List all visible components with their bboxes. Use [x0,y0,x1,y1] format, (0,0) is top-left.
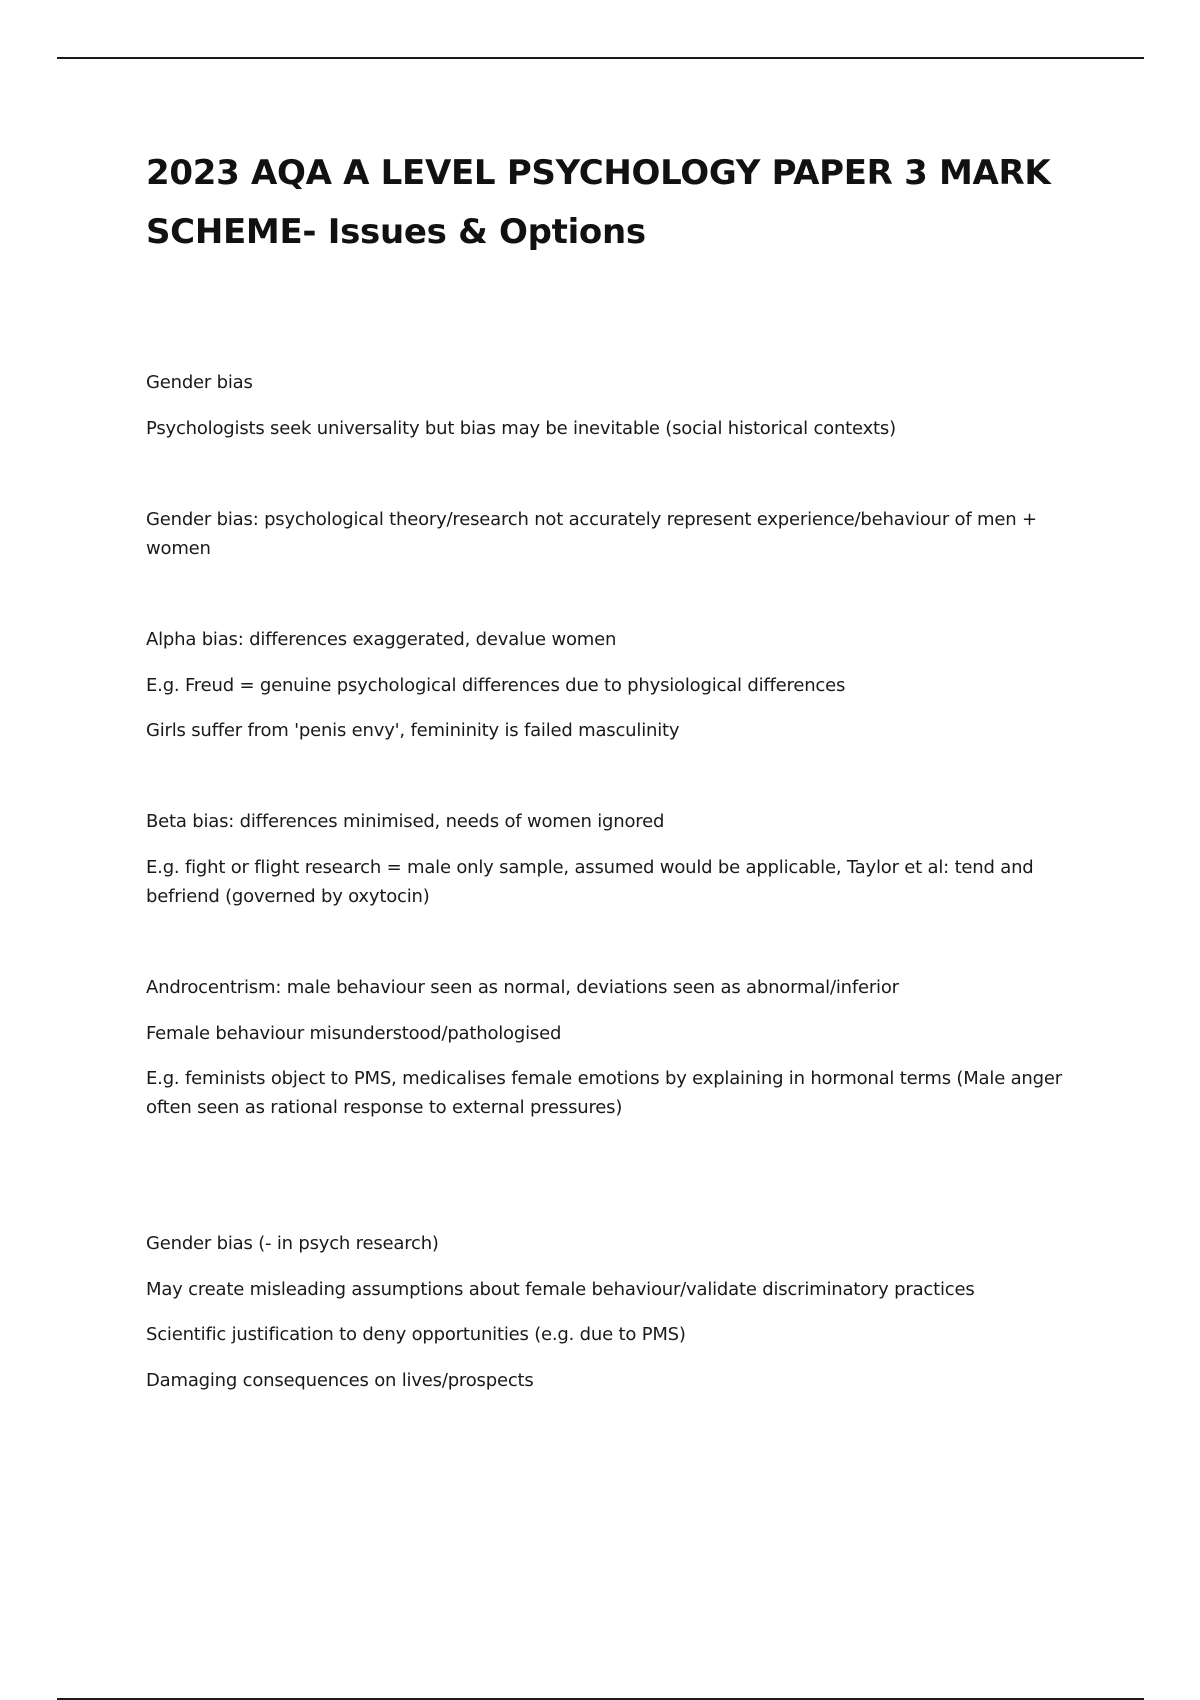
text-line: May create misleading assumptions about female behaviour/validate discriminatory practices [146,1279,975,1300]
text-line: Scientific justification to deny opportunities (e.g. due to PMS) [146,1324,686,1345]
section-heading-gender-bias-research: Gender bias (- in psych research) [146,1233,439,1254]
text-line: Damaging consequences on lives/prospects [146,1370,534,1391]
page-title [146,144,1106,262]
section-heading-beta-bias: Beta bias: differences minimised, needs of women ignored [146,811,665,832]
text-line: Girls suffer from 'penis envy', femininity is failed masculinity [146,720,680,741]
section-heading-alpha-bias: Alpha bias: differences exaggerated, devalue women [146,629,617,650]
top-rule [57,57,1144,59]
text-line: Psychologists seek universality but bias may be inevitable (social historical contexts) [146,418,896,439]
title-line-1: 2023 AQA A LEVEL PSYCHOLOGY PAPER 3 MARK [146,153,1051,193]
text-line: E.g. Freud = genuine psychological differences due to physiological differences [146,675,846,696]
text-line: Gender bias: psychological theory/research not accurately represent experience/behaviour of men + women [146,509,1037,559]
text-line: E.g. feminists object to PMS, medicalises female emotions by explaining in hormonal terms (Male anger often seen as rational response to external pressures) [146,1068,1062,1118]
title-line-2: SCHEME- Issues & Options [146,212,646,252]
section-heading-gender-bias: Gender bias [146,372,253,393]
text-line: Female behaviour misunderstood/pathologised [146,1023,562,1044]
text-line: E.g. fight or flight research = male only sample, assumed would be applicable, Taylor et al: tend and befriend (governed by oxytocin) [146,857,1034,907]
section-heading-androcentrism: Androcentrism: male behaviour seen as normal, deviations seen as abnormal/inferior [146,977,899,998]
